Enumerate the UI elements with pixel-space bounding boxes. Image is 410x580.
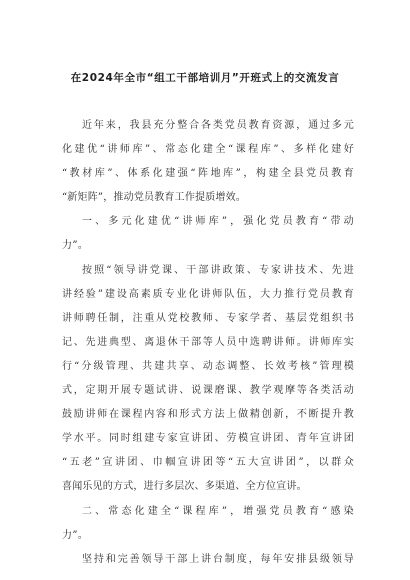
paragraph-line: 行“分级管理、共建共享、动态调整、长效考核”管理模 [62,360,354,372]
paragraph-line: 近年来，我县充分整合各类党员教育资源，通过多元 [82,120,354,131]
paragraph-line: 讲师聘任制，注重从党校教师、专家学者、基层党组织书 [62,312,354,324]
section-heading-line: 力”。 [62,529,89,541]
paragraph-line: “五老”宣讲团、巾帼宣讲团等“五大宣讲团”，以群众 [62,457,354,469]
section-heading-line: 力”。 [62,240,89,252]
paragraph-line: “新矩阵”，推动党员教育工作提质增效。 [62,192,247,204]
paragraph-line: “教材库”、体系化建强“阵地库”，构建全县党员教育 [62,168,354,180]
document-body [62,114,354,572]
paragraph-line: 记、先进典型、离退休干部等人员中选聘讲师。讲师库实 [62,336,354,348]
document-title: 在2024年全市“组工干部培训月”开班式上的交流发言 [70,72,340,84]
section-heading-line: 一、多元化建优“讲师库”，强化党员教育“带动 [82,216,354,228]
paragraph-line: 讲经验”建设高素质专业化讲师队伍，大力推行党员教育 [62,288,354,300]
section-heading-line: 二、常态化建全“课程库”，增强党员教育“感染 [82,505,354,517]
paragraph-line: 化建优“讲师库”、常态化建全“课程库”、多样化建好 [62,144,354,156]
paragraph-line: 学水平。同时组建专家宣讲团、劳模宣讲团、青年宣讲团 [62,433,354,445]
paragraph-line: 按照“领导讲党课、干部讲政策、专家讲技术、先进 [82,264,354,276]
paragraph-line: 喜闻乐见的方式，进行多层次、多渠道、全方位宣讲。 [62,481,307,493]
paragraph-line: 式，定期开展专题试讲、说课磨课、教学观摩等各类活动 [62,385,354,397]
paragraph-line: 鼓励讲师在课程内容和形式方法上做精创新，不断提升教 [62,409,354,421]
paragraph-line: 坚持和完善领导干部上讲台制度，每年安排县级领导 [82,553,354,565]
